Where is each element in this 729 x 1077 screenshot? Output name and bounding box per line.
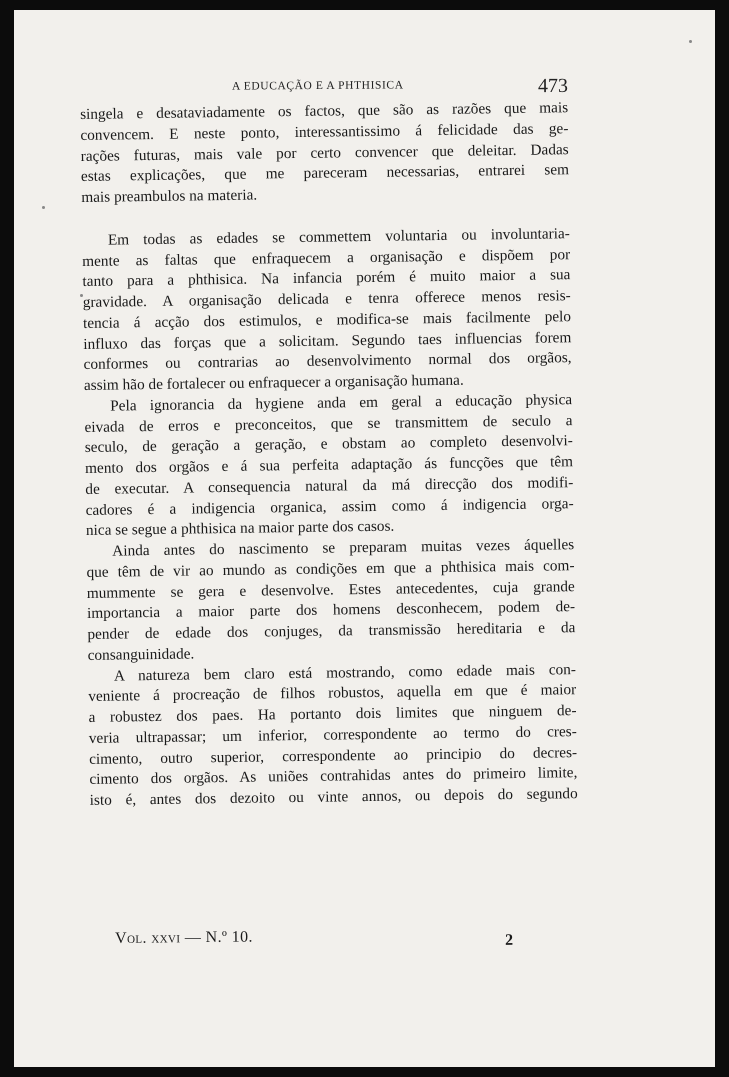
text-line: Pela ignorancia da hygiene anda em geral a educação physica: [110, 390, 573, 415]
text-line: a robustez dos paes. Ha portanto dois limites que ninguem de-: [88, 702, 577, 726]
text-line: veniente á procreação de filhos robustos, aquella em que é maior: [88, 681, 577, 706]
body-text: [80, 98, 578, 811]
text-line: de executar. A consequencia natural da má direcção dos modifi-: [85, 473, 574, 498]
paper-speck: [42, 206, 45, 209]
text-line: estas explicações, que me pareceram necessarias, entrarei sem: [80, 161, 570, 186]
paragraph: [80, 98, 569, 209]
text-line: cimento dos orgãos. As uniões contrahidas antes do primeiro limite,: [89, 764, 578, 789]
text-line: convencem. E neste ponto, interessantissimo á felicidade das ge-: [80, 119, 569, 144]
text-line: veria ultrapassar; um inferior, correspondente ao termo do cres-: [88, 722, 577, 747]
paper-speck: [689, 40, 692, 43]
text-line: mente as faltas que enfraquecem a organisação e dispõem por: [82, 245, 571, 270]
paragraph: [84, 390, 574, 542]
paragraph: [88, 660, 578, 812]
text-line: cimento, outro superior, correspondente ao principio do decres-: [89, 743, 578, 768]
text-line: seculo, de geração a geração, e obstam ao completo desenvolvi-: [84, 432, 573, 457]
text-line: influxo das forças que a solicitam. Segundo taes influencias forem: [83, 328, 572, 353]
paragraph: [86, 535, 576, 666]
volume-signature: Vol. xxvi — N.º 10.: [115, 928, 253, 947]
text-line: conformes ou contrarias ao desenvolvimento normal dos orgãos,: [83, 349, 572, 374]
text-line: Em todas as edades se commettem voluntaria ou involuntaria-: [107, 224, 570, 249]
text-line: consanguinidade.: [87, 645, 195, 664]
text-line: mais preambulos na materia.: [81, 186, 258, 206]
text-line: mummente se gera e desenvolve. Estes antecedentes, cuja grande: [86, 577, 575, 602]
text-line: tencia á acção dos estimulos, e modifica-se mais facilmente pelo: [82, 307, 572, 332]
text-line: pender de edade dos conjuges, da transmissão hereditaria e da: [87, 619, 576, 643]
text-line: cadores é a indigencia organica, assim como á indigencia orga-: [85, 494, 574, 519]
text-line: rações futuras, mais vale por certo convencer que deleitar. Dadas: [80, 140, 569, 165]
page-number: 473: [537, 74, 569, 98]
text-line: A natureza bem claro está mostrando, como edade mais con-: [113, 660, 577, 685]
text-line: assim hão de fortalecer ou enfraquecer a organisação humana.: [83, 371, 464, 394]
text-line: que têm de vir ao mundo as condições em que a phthisica mais com-: [86, 556, 575, 581]
gathering-signature: 2: [505, 931, 514, 949]
text-line: nica se segue a phthisica na maior parte dos casos.: [85, 517, 395, 540]
text-line: importancia a maior parte dos homens desconhecem, podem de-: [86, 598, 576, 623]
running-title: A EDUCAÇÃO E A PHTHISICA: [231, 79, 404, 93]
text-line: tanto para a phthisica. Na infancia porém é muito maior a sua: [82, 266, 571, 291]
text-line: singela e desataviadamente os factos, que são as razões que mais: [80, 99, 569, 123]
text-line: Ainda antes do nascimento se preparam muitas vezes áquelles: [112, 536, 575, 560]
text-line: isto é, antes dos dezoito ou vinte annos, ou depois do segundo: [89, 785, 578, 809]
text-line: eivada de erros e preconceitos, que se transmittem de seculo a: [84, 411, 573, 436]
text-line: mento dos orgãos e á sua perfeita adaptação ás funcções que têm: [84, 453, 574, 477]
paragraph: [82, 224, 572, 397]
text-line: gravidade. A organisação delicada e tenra offerece menos resis-: [82, 287, 571, 311]
